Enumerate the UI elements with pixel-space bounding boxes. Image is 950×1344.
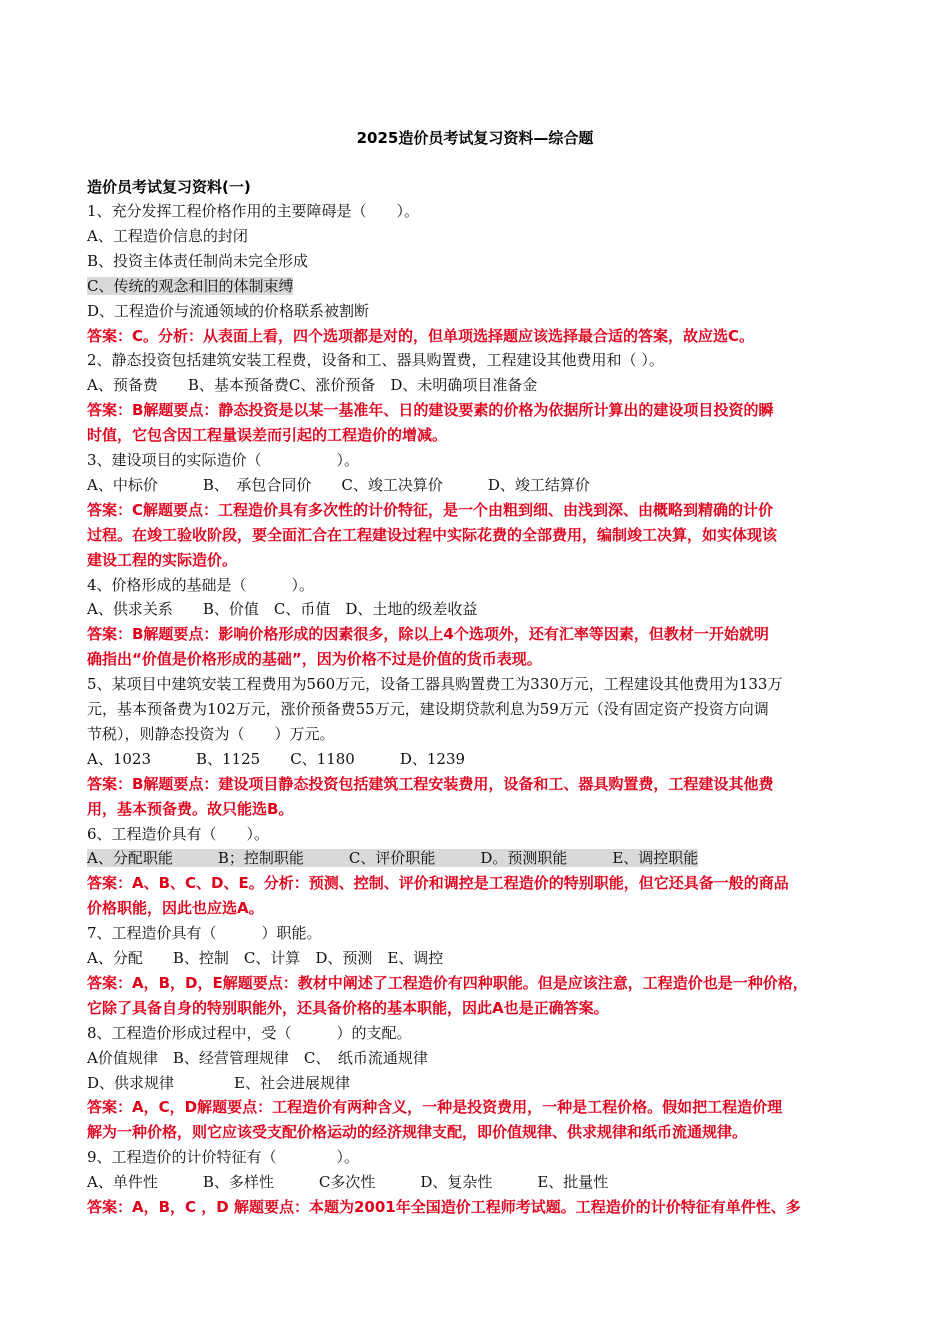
question-line: 元，基本预备费为102万元，涨价预备费55万元，建设期贷款利息为59万元（没有固定资产投资方向调 xyxy=(87,700,769,718)
option-line: A、分配职能 B；控制职能 C、评价职能 D。预测职能 E、调控职能 xyxy=(87,849,699,868)
document-title: 2025造价员考试复习资料—综合题 xyxy=(356,129,594,147)
option-line: D、供求规律 E、社会进展规律 xyxy=(87,1073,350,1092)
answer-line: 解为一种价格，则它应该受支配价格运动的经济规律支配，即价值规律、供求规律和纸币流通规律。 xyxy=(87,1123,748,1142)
option-line: A、单件性 B、多样性 C多次性 D、复杂性 E、批量性 xyxy=(87,1173,609,1192)
option-line: A、预备费 B、基本预备费C、涨价预备 D、未明确项目准备金 xyxy=(87,376,538,395)
answer-line: 建设工程的实际造价。 xyxy=(87,550,238,569)
answer-line: 价格职能，因此也应选A。 xyxy=(87,899,264,918)
question-line: 2、静态投资包括建筑安装工程费，设备和工、器具购置费，工程建设其他费用和（ ）。 xyxy=(87,351,664,370)
answer-line: 确指出“价值是价格形成的基础”，因为价格不过是价值的货币表现。 xyxy=(87,650,542,669)
question-line: 1、充分发挥工程价格作用的主要障碍是（ ）。 xyxy=(87,202,420,220)
option-line: A、中标价 B、 承包合同价 C、竣工决算价 D、竣工结算价 xyxy=(87,475,590,494)
answer-line: 时值，它包含因工程量误差而引起的工程造价的增减。 xyxy=(87,426,448,445)
option-line: D、工程造价与流通领域的价格联系被割断 xyxy=(87,301,370,320)
answer-line: 答案：A，B，C ，D 解题要点：本题为2001年全国造价工程师考试题。工程造价的计价特征有单件性、多 xyxy=(87,1198,801,1216)
question-line: 6、工程造价具有（ ）。 xyxy=(87,824,270,843)
option-line: A、供求关系 B、价值 C、币值 D、土地的级差收益 xyxy=(87,600,478,619)
answer-line: 答案：A、B、C、D、E。分析：预测、控制、评价和调控是工程造价的特别职能，但它还具备一般的商品 xyxy=(87,874,789,893)
question-line: 5、某项目中建筑安装工程费用为560万元，设备工器具购置费工为330万元，工程建设其他费用为133万 xyxy=(87,675,783,694)
answer-line: 它除了具备自身的特别职能外，还具备价格的基本职能，因此A也是正确答案。 xyxy=(87,998,609,1017)
answer-line: 用，基本预备费。故只能选B。 xyxy=(87,799,294,818)
section-heading: 造价员考试复习资料(一) xyxy=(87,178,251,196)
answer-line: 答案：C。分析：从表面上看，四个选项都是对的，但单项选择题应该选择最合适的答案，故应选C。 xyxy=(87,326,755,345)
question-line: 4、价格形成的基础是（ ）。 xyxy=(87,575,315,594)
option-line: A、分配 B、控制 C、计算 D、预测 E、调控 xyxy=(87,949,444,967)
answer-line: 答案：A，B，D，E解题要点：教材中阐述了工程造价有四种职能。但是应该注意，工程造价也是一种价格， xyxy=(87,973,808,992)
answer-line: 答案：C解题要点：工程造价具有多次性的计价特征，是一个由粗到细、由浅到深、由概略到精确的计价 xyxy=(87,500,774,519)
answer-line: 答案：B解题要点：影响价格形成的因素很多，除以上4个选项外，还有汇率等因素，但教材一开始就明 xyxy=(87,625,769,644)
answer-line: 答案：B解题要点：建设项目静态投资包括建筑工程安装费用，设备和工、器具购置费，工程建设其他费 xyxy=(87,774,774,793)
answer-line: 过程。在竣工验收阶段，要全面汇合在工程建设过程中实际花费的全部费用，编制竣工决算，如实体现该 xyxy=(87,525,778,544)
option-line: A、工程造价信息的封闭 xyxy=(87,226,248,245)
question-line: 7、工程造价具有（ ）职能。 xyxy=(87,924,322,943)
question-line: 8、工程造价形成过程中，受（ ）的支配。 xyxy=(87,1023,412,1042)
option-line: A价值规律 B、经营管理规律 C、 纸币流通规律 xyxy=(87,1048,428,1067)
answer-line: 答案：A，C，D解题要点：工程造价有两种含义，一种是投资费用，一种是工程价格。假如把工程造价理 xyxy=(87,1098,783,1117)
option-line: B、投资主体责任制尚未完全形成 xyxy=(87,251,309,270)
option-line: A、1023 B、1125 C、1180 D、1239 xyxy=(87,749,466,768)
answer-line: 答案：B解题要点：静态投资是以某一基准年、日的建设要素的价格为依据所计算出的建设项目投资的瞬 xyxy=(87,401,774,420)
option-line: C、传统的观念和旧的体制束缚 xyxy=(87,276,294,295)
question-line: 3、建设项目的实际造价（ ）。 xyxy=(87,451,360,469)
question-line: 节税），则静态投资为（ ）万元。 xyxy=(87,724,335,743)
question-line: 9、工程造价的计价特征有（ ）。 xyxy=(87,1148,360,1167)
